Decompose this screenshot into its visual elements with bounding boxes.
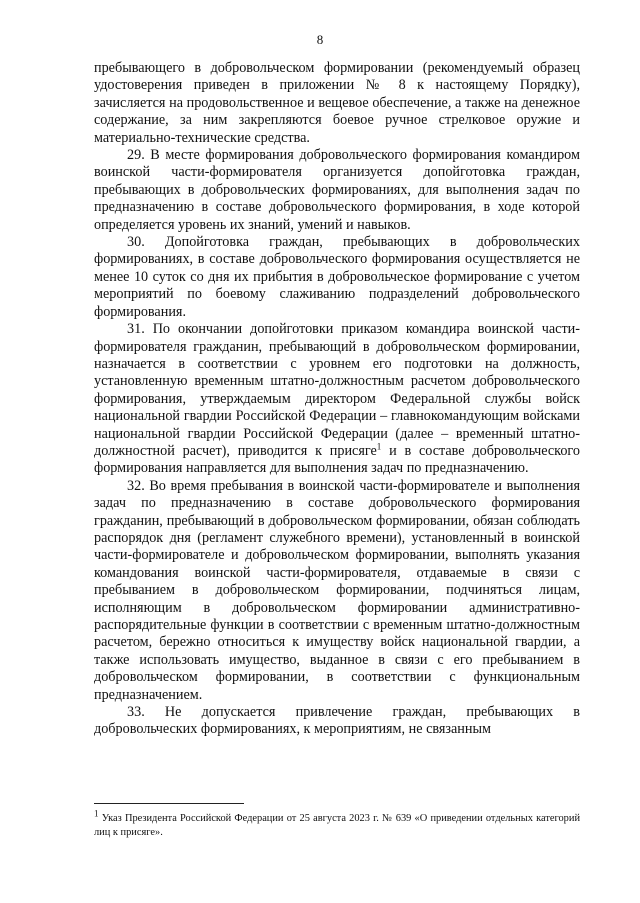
- footnote-reference: 1: [376, 441, 382, 452]
- paragraph-31-tail: и в составе добровольческого формирования направляется для выполнения задач по предназначению.: [94, 442, 580, 477]
- paragraph-31: [94, 321, 580, 478]
- paragraph-30: 30. Допойготовка граждан, пребывающих в добровольческих формированиях, в составе добровольческого формирования осуществляется не менее 10 суток со дня их прибытия в добровольческое формирование с учетом мероприятий по боевому слаживанию подразделений добровольческого формирования.: [94, 234, 580, 320]
- footnote: [94, 808, 580, 840]
- footnote-separator: [94, 803, 244, 804]
- footnote-marker: 1: [94, 808, 99, 819]
- paragraph-29: 29. В месте формирования добровольческого формирования командиром воинской части-формирователя организуется допойготовка граждан, пребывающих в добровольческих формированиях, для выполнения задач по предназначению в составе добровольческого формирования, в ходе которой определяется уровень их знаний, умений и навыков.: [94, 147, 580, 233]
- document-body: [94, 60, 580, 739]
- footnote-text: Указ Президента Российской Федерации от 25 августа 2023 г. № 639 «О приведении отдельных категорий лиц к присяге».: [94, 813, 580, 838]
- paragraph-33: 33. Не допускается привлечение граждан, пребывающих в добровольческих формированиях, к мероприятиям, не связанным: [94, 704, 580, 738]
- paragraph-32: 32. Во время пребывания в воинской части-формирователе и выполнения задач по предназначению в составе добровольческого формирования гражданин, пребывающий в добровольческом формировании, обязан соблюдать распорядок дня (регламент служебного времени), установленный в воинской части-формирователе и добровольческом формировании, выполнять указания командования воинской части-формирователя, отдаваемые в связи с пребыванием в добровольческом формировании, подчиняться лицам, исполняющим в добровольческом формировании административно-распорядительные функции в соответствии с временным штатно-должностным расчетом, бережно относиться к имуществу войск национальной гвардии, а также использовать имущество, выданное в связи с его пребыванием в добровольческом формировании, в соответствии с функциональным предназначением.: [94, 477, 580, 703]
- paragraph-continuation: пребывающего в добровольческом формировании (рекомендуемый образец удостоверения приведен в приложении № 8 к настоящему Порядку), зачисляется на продовольственное и вещевое обеспечение, а также на денежное содержание, за ним закрепляются боевое ручное стрелковое оружие и материально-технические средства.: [94, 60, 580, 146]
- page-number: 8: [316, 32, 324, 47]
- paragraph-31-text: 31. По окончании допойготовки приказом командира воинской части-формирователя гражданин, пребывающий в добровольческом формировании, назначается в соответствии с уровнем его подготовки на должность, установленную временным штатно-должностным расчетом добровольческого формирования, утверждаемым директором Федеральной службы войск национальной гвардии Российской Федерации – главнокомандующим войсками национальной гвардии Российской Федерации (далее – временный штатно-должностной расчет), приводится к присяге: [94, 321, 580, 459]
